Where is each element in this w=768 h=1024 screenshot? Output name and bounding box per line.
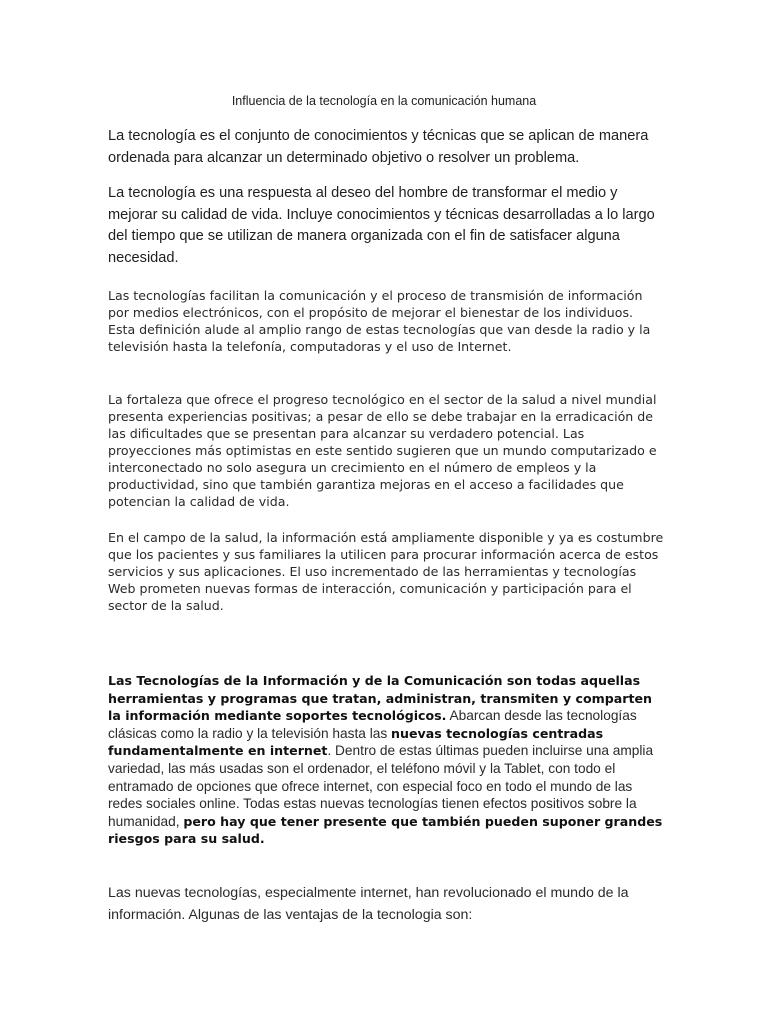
bold-tic-definition: Las Tecnologías de la Información y de la Comunicación son todas aquellas herramientas y programas que tratan, administran, transmiten y comparten la información mediante soportes tecnológicos. (108, 673, 652, 724)
paragraph-communication: Las tecnologías facilitan la comunicación y el proceso de transmisión de información por medios electrónicos, con el propósito de mejorar el bienestar de los individuos. Esta definición alude al amplio rango de estas tecnologías que van desde la radio y la televisión hasta la telefonía, computadoras y el uso de Internet. (108, 288, 651, 354)
paragraph-definition: La tecnología es el conjunto de conocimientos y técnicas que se aplican de manera ordenada para alcanzar un determinado objetivo o resolver un problema. (108, 128, 649, 166)
bold-health-risks: pero hay que tener presente que también pueden suponer grandes riesgos para su salud. (108, 813, 663, 847)
text-devices-and-networks: . Dentro de estas últimas pueden incluirse una amplia variedad, las más usadas son el ordenador, el teléfono móvil y la Tablet, con todo el entramado de opciones que ofrece internet, con especial foco en todo el mundo de las redes sociales online. Todas estas nuevas tecnologías tienen efectos positivos sobre la humanidad, (108, 743, 654, 829)
paragraph-tic-definition (108, 672, 664, 848)
document-title: Influencia de la tecnología en la comunicación humana (231, 94, 537, 108)
paragraph-health-progress: La fortaleza que ofrece el progreso tecnológico en el sector de la salud a nivel mundial presenta experiencias positivas; a pesar de ello se debe trabajar en la erradicación de las dificultades que se presentan para alcanzar su verdadero potencial. Las proyecciones más optimistas en este sentido sugieren que un mundo computarizado e interconectado no solo asegura un crecimiento en el número de empleos y la productividad, sino que también garantiza mejoras en el acceso a facilidades que potencian la calidad de vida. (108, 392, 657, 509)
paragraph-health-information: En el campo de la salud, la información está ampliamente disponible y ya es costumbre que los pacientes y sus familiares la utilicen para procurar información acerca de estos servicios y sus aplicaciones. El uso incrementado de las herramientas y tecnologías Web prometen nuevas formas de interacción, comunicación y participación para el sector de la salud. (108, 530, 664, 613)
paragraph-advantages-intro: Las nuevas tecnologías, especialmente internet, han revolucionado el mundo de la información. Algunas de las ventajas de la tecnologia son: (108, 885, 629, 923)
bold-new-technologies: nuevas tecnologías centradas fundamentalmente en internet (108, 725, 604, 759)
paragraph-response: La tecnología es una respuesta al deseo del hombre de transformar el medio y mejorar su calidad de vida. Incluye conocimientos y técnicas desarrolladas a lo largo del tiempo que se utilizan de manera organizada con el fin de satisfacer alguna necesidad. (108, 185, 655, 266)
text-classic-technologies: Abarcan desde las tecnologías clásicas como la radio y la televisión hasta las (108, 708, 637, 741)
